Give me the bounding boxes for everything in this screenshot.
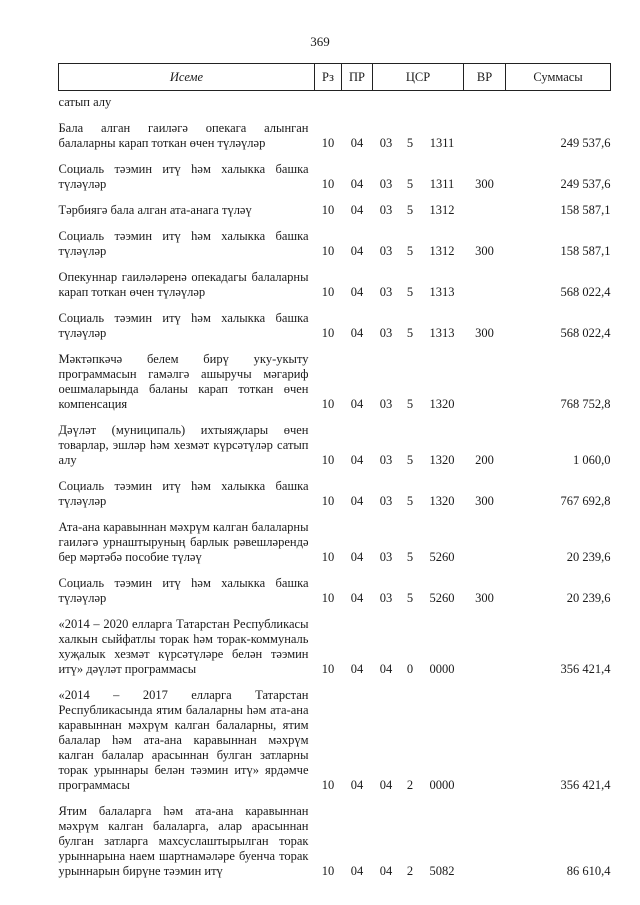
row-pr: 04 [350, 778, 364, 792]
row-pr [342, 91, 373, 111]
table-row [59, 91, 611, 111]
row-csr-part2: 0 [406, 662, 414, 676]
row-name: сатып алу [58, 95, 112, 109]
row-name: Тәрбиягә бала алган ата-анага түләү [58, 203, 252, 217]
row-name: Дәүләт (муниципаль) ихтыяҗлары өчен товарлар, эшләр һәм хезмәт күрсәтүләр сатып алу [58, 423, 309, 467]
row-sum: 20 239,6 [566, 591, 611, 605]
row-csr-part2: 5 [406, 244, 414, 258]
row-csr-part3: 1313 [429, 285, 455, 299]
row-sum: 768 752,8 [560, 397, 611, 411]
table-row [59, 468, 611, 509]
row-csr-part1: 04 [379, 778, 393, 792]
row-csr-part2: 2 [406, 864, 414, 878]
row-csr-part3: 1320 [429, 397, 455, 411]
table-row [59, 151, 611, 192]
table-row [59, 677, 611, 793]
row-csr-part3: 1311 [429, 136, 455, 150]
row-rz: 10 [321, 203, 335, 217]
row-sum: 1 060,0 [573, 453, 611, 467]
row-csr-part2: 2 [406, 778, 414, 792]
row-csr-part1: 03 [379, 203, 393, 217]
row-pr: 04 [350, 136, 364, 150]
table-row [59, 509, 611, 565]
row-vr [464, 110, 506, 151]
row-csr-part3: 1320 [429, 453, 455, 467]
table-row [59, 300, 611, 341]
row-rz: 10 [321, 494, 335, 508]
row-name: Социаль тәэмин итү һәм халыкка башка түләүләр [58, 479, 309, 508]
row-csr-part3: 1311 [429, 177, 455, 191]
row-vr [464, 341, 506, 412]
row-vr [464, 509, 506, 565]
row-csr-part3: 0000 [429, 662, 455, 676]
table-row [59, 793, 611, 879]
row-name: «2014 – 2020 елларга Татарстан Республикасы халкын сыйфатлы торак һәм торак-коммуналь хуҗалык хезмәт күрсәтүләре белән тәэмин итү» дәүләт программасы [58, 617, 309, 676]
row-rz: 10 [321, 778, 335, 792]
row-pr: 04 [350, 326, 364, 340]
row-csr-part2: 5 [406, 494, 414, 508]
row-vr [464, 606, 506, 677]
row-name: Социаль тәэмин итү һәм халыкка башка түләүләр [58, 311, 309, 340]
row-sum: 767 692,8 [560, 494, 611, 508]
header-sum: Суммасы [506, 64, 611, 91]
row-vr: 300 [475, 494, 494, 508]
table-header-row [59, 64, 611, 91]
row-vr [464, 91, 506, 111]
table-row [59, 412, 611, 468]
row-name: Социаль тәэмин итү һәм халыкка башка түләүләр [58, 229, 309, 258]
row-vr: 300 [475, 326, 494, 340]
table-row [59, 110, 611, 151]
row-vr: 200 [475, 453, 494, 467]
row-csr-part1 [373, 91, 400, 111]
row-csr-part1: 04 [379, 662, 393, 676]
row-rz: 10 [321, 397, 335, 411]
header-csr: ЦСР [373, 64, 464, 91]
row-csr-part1: 03 [379, 550, 393, 564]
row-csr-part1: 03 [379, 136, 393, 150]
row-sum: 249 537,6 [560, 177, 611, 191]
row-pr: 04 [350, 550, 364, 564]
page-number: 369 [310, 34, 330, 49]
table-row [59, 341, 611, 412]
row-pr: 04 [350, 397, 364, 411]
row-rz: 10 [321, 591, 335, 605]
table-row [59, 192, 611, 218]
row-csr-part1: 03 [379, 397, 393, 411]
row-pr: 04 [350, 591, 364, 605]
row-sum: 86 610,4 [566, 864, 611, 878]
row-rz: 10 [321, 864, 335, 878]
row-sum: 158 587,1 [560, 244, 611, 258]
row-name: «2014 – 2017 елларга Татарстан Республикасында ятим балаларны һәм ата-ана каравыннан мәхрүм калган балаларны, ятим балалар һәм ата-ана каравыннан мәхрүм калган балалар арасыннан булган затларны торак урыннары белән тәэмин итү» ярдәмче программасы [58, 688, 309, 792]
budget-table [58, 63, 611, 879]
row-name: Ата-ана каравыннан мәхрүм калган балаларны гаиләгә урнаштыруның барлык рәвешләрендә бер мәртәбә пособие түләү [58, 520, 309, 564]
row-vr: 300 [475, 244, 494, 258]
row-sum: 568 022,4 [560, 326, 611, 340]
row-rz: 10 [321, 285, 335, 299]
row-name: Бала алган гаиләгә опекага алынган балаларны карап тоткан өчен түләүләр [58, 121, 309, 150]
header-vr: ВР [464, 64, 506, 91]
row-name: Ятим балаларга һәм ата-ана каравыннан мәхрүм калган балаларга, алар арасыннан булган затларга махсуслаштырылган торак урыннарына наем шартнамәләре буенча торак урыннарын бирүне тәэмин итү [58, 804, 309, 878]
row-csr-part2: 5 [406, 203, 414, 217]
row-pr: 04 [350, 177, 364, 191]
row-csr-part2 [400, 91, 421, 111]
header-name: Исеме [59, 64, 315, 91]
row-csr-part1: 03 [379, 326, 393, 340]
row-sum: 356 421,4 [560, 662, 611, 676]
row-rz: 10 [321, 662, 335, 676]
row-sum: 20 239,6 [566, 550, 611, 564]
row-pr: 04 [350, 244, 364, 258]
row-sum: 356 421,4 [560, 778, 611, 792]
row-rz: 10 [321, 326, 335, 340]
row-vr [464, 793, 506, 879]
table-row [59, 259, 611, 300]
row-sum: 158 587,1 [560, 203, 611, 217]
row-rz: 10 [321, 177, 335, 191]
row-csr-part1: 03 [379, 285, 393, 299]
row-csr-part2: 5 [406, 453, 414, 467]
row-csr-part1: 03 [379, 591, 393, 605]
row-csr-part3: 0000 [429, 778, 455, 792]
table-row [59, 606, 611, 677]
row-csr-part1: 03 [379, 494, 393, 508]
row-vr [464, 259, 506, 300]
row-csr-part3 [421, 91, 464, 111]
row-vr: 300 [475, 591, 494, 605]
row-pr: 04 [350, 494, 364, 508]
row-csr-part2: 5 [406, 550, 414, 564]
header-pr: ПР [342, 64, 373, 91]
row-csr-part2: 5 [406, 177, 414, 191]
row-vr: 300 [475, 177, 494, 191]
row-rz [315, 91, 342, 111]
header-rz: Рз [315, 64, 342, 91]
row-csr-part1: 03 [379, 244, 393, 258]
table-row [59, 565, 611, 606]
row-csr-part3: 5260 [429, 550, 455, 564]
row-csr-part3: 1312 [429, 244, 455, 258]
row-name: Мәктәпкәчә белем бирү уку-укыту программасын гамәлгә ашыручы мәгариф оешмаларында баланы карап тоткан өчен компенсация [58, 352, 309, 411]
row-csr-part2: 5 [406, 285, 414, 299]
row-rz: 10 [321, 453, 335, 467]
row-csr-part2: 5 [406, 136, 414, 150]
row-csr-part1: 03 [379, 177, 393, 191]
row-csr-part3: 5260 [429, 591, 455, 605]
row-sum [506, 91, 611, 111]
table-row [59, 218, 611, 259]
row-csr-part3: 5082 [429, 864, 455, 878]
row-csr-part2: 5 [406, 397, 414, 411]
row-sum: 568 022,4 [560, 285, 611, 299]
row-csr-part3: 1312 [429, 203, 455, 217]
row-csr-part3: 1313 [429, 326, 455, 340]
row-vr [464, 677, 506, 793]
row-pr: 04 [350, 662, 364, 676]
row-vr [464, 192, 506, 218]
row-pr: 04 [350, 453, 364, 467]
row-csr-part2: 5 [406, 591, 414, 605]
table-body [59, 91, 611, 880]
row-sum: 249 537,6 [560, 136, 611, 150]
row-csr-part3: 1320 [429, 494, 455, 508]
row-pr: 04 [350, 203, 364, 217]
row-rz: 10 [321, 244, 335, 258]
row-name: Социаль тәэмин итү һәм халыкка башка түләүләр [58, 162, 309, 191]
row-rz: 10 [321, 136, 335, 150]
row-name: Социаль тәэмин итү һәм халыкка башка түләүләр [58, 576, 309, 605]
row-pr: 04 [350, 285, 364, 299]
row-pr: 04 [350, 864, 364, 878]
row-rz: 10 [321, 550, 335, 564]
row-csr-part1: 03 [379, 453, 393, 467]
row-csr-part2: 5 [406, 326, 414, 340]
row-csr-part1: 04 [379, 864, 393, 878]
row-name: Опекуннар гаиләләренә опекадагы балаларны карап тоткан өчен түләүләр [58, 270, 309, 299]
